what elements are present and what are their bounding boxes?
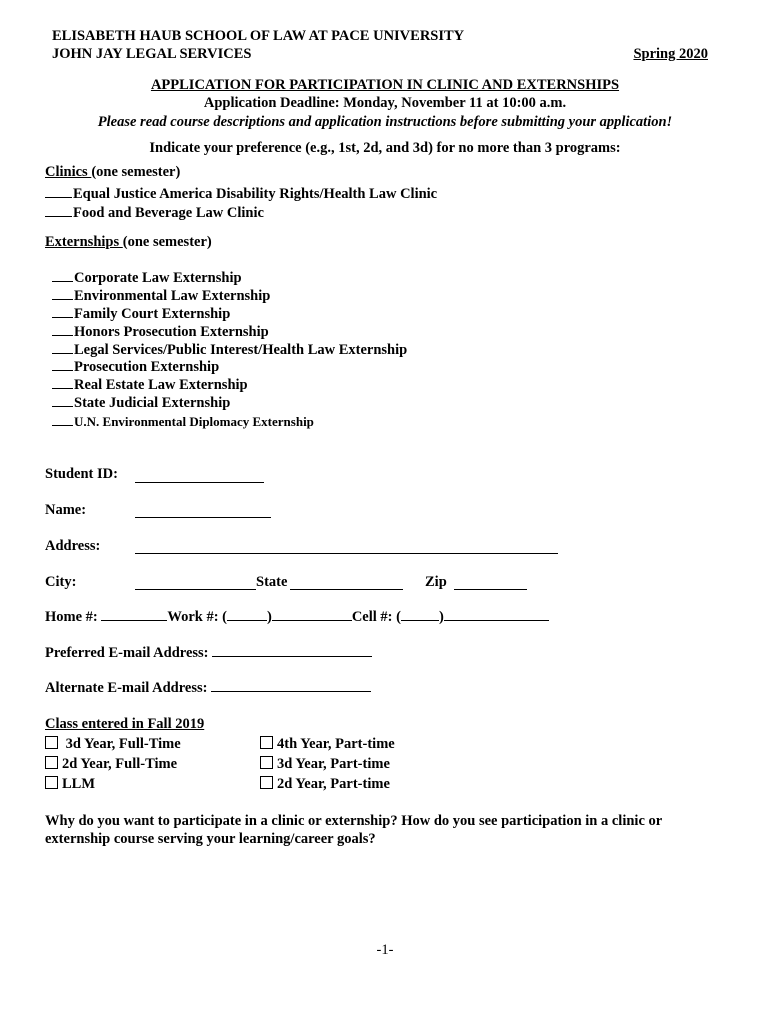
checkbox[interactable] (260, 756, 273, 769)
clinic-label: Food and Beverage Law Clinic (73, 205, 264, 221)
externship-label: Environmental Law Externship (74, 288, 271, 304)
externship-item[interactable] (52, 325, 269, 340)
zip-field[interactable] (454, 589, 527, 590)
class-option-label: 3d Year, Full-Time (62, 736, 181, 752)
rank-blank[interactable] (52, 298, 73, 300)
rank-blank[interactable] (52, 405, 73, 407)
rank-blank[interactable] (45, 215, 72, 217)
class-option[interactable] (260, 776, 390, 792)
clinic-item[interactable] (45, 187, 437, 202)
externship-label: Prosecution Externship (74, 359, 220, 375)
externship-label: Honors Prosecution Externship (74, 324, 269, 340)
externship-item[interactable] (52, 343, 407, 358)
term: Spring 2020 (633, 46, 708, 62)
alternate-email-field[interactable] (211, 690, 371, 692)
externships-heading-label: Externships (45, 234, 123, 250)
cell-phone-field[interactable] (444, 619, 549, 621)
deadline: Application Deadline: Monday, November 11 at 10:00 a.m. (203, 95, 567, 111)
work-phone-field[interactable] (272, 619, 352, 621)
form-title: APPLICATION FOR PARTICIPATION IN CLINIC AND EXTERNSHIPS (150, 77, 620, 93)
home-phone-label: Home #: (45, 609, 98, 625)
question-line-2: externship course serving your learning/career goals? (45, 831, 376, 847)
work-paren: ) (266, 609, 272, 625)
externships-note: (one semester) (122, 234, 212, 250)
externship-item[interactable] (52, 360, 219, 375)
class-option-label: 4th Year, Part-time (277, 736, 395, 752)
name-label: Name: (45, 502, 87, 518)
rank-blank[interactable] (52, 352, 73, 354)
checkbox[interactable] (45, 736, 58, 749)
home-phone-field[interactable] (101, 619, 167, 621)
clinic-item[interactable] (45, 206, 264, 221)
alternate-email-label: Alternate E-mail Address: (45, 680, 208, 696)
class-option-label: 2d Year, Full-Time (62, 756, 178, 772)
alternate-email-row (45, 681, 371, 696)
student-id-field[interactable] (135, 482, 264, 483)
class-entered-heading: Class entered in Fall 2019 (45, 716, 205, 732)
rank-blank[interactable] (52, 280, 73, 282)
externship-label: Real Estate Law Externship (74, 377, 248, 393)
class-option[interactable] (45, 776, 95, 792)
class-option-label: LLM (62, 776, 96, 792)
state-label: State (256, 574, 288, 590)
student-id-label: Student ID: (45, 466, 118, 482)
work-area-code-field[interactable] (227, 619, 267, 621)
city-label: City: (45, 574, 77, 590)
preferred-email-label: Preferred E-mail Address: (45, 645, 209, 661)
city-field[interactable] (135, 589, 256, 590)
cell-area-code-field[interactable] (401, 619, 439, 621)
zip-label: Zip (425, 574, 447, 590)
state-field[interactable] (290, 589, 403, 590)
checkbox[interactable] (260, 736, 273, 749)
externship-item[interactable] (52, 307, 230, 322)
rank-blank[interactable] (52, 316, 73, 318)
answer-area[interactable] (45, 856, 725, 926)
rank-blank[interactable] (45, 196, 72, 198)
externship-item[interactable] (52, 271, 242, 286)
checkbox[interactable] (45, 756, 58, 769)
externship-item[interactable] (52, 396, 230, 411)
clinic-label: Equal Justice America Disability Rights/Health Law Clinic (73, 186, 438, 202)
preferred-email-field[interactable] (212, 655, 372, 657)
clinics-heading-label: Clinics (45, 164, 92, 180)
instructions: Please read course descriptions and application instructions before submitting your application! (97, 114, 673, 130)
clinics-heading (45, 165, 180, 180)
externship-label: State Judicial Externship (74, 395, 231, 411)
rank-blank[interactable] (52, 334, 73, 336)
class-option-label: 2d Year, Part-time (277, 776, 390, 792)
page-number: -1- (376, 942, 394, 958)
address-field[interactable] (135, 553, 558, 554)
clinics-note: (one semester) (91, 164, 181, 180)
class-option[interactable] (45, 756, 177, 772)
rank-blank[interactable] (52, 387, 73, 389)
cell-paren: ) (438, 609, 444, 625)
checkbox[interactable] (260, 776, 273, 789)
school-name: ELISABETH HAUB SCHOOL OF LAW AT PACE UNIVERSITY (52, 28, 465, 44)
cell-phone-label: Cell #: ( (351, 609, 401, 625)
class-option[interactable] (45, 736, 181, 752)
externship-label: Corporate Law Externship (74, 270, 242, 286)
preferred-email-row (45, 646, 372, 661)
preference-instruction: Indicate your preference (e.g., 1st, 2d, and 3d) for no more than 3 programs: (149, 140, 621, 156)
address-label: Address: (45, 538, 101, 554)
work-phone-label: Work #: ( (167, 609, 227, 625)
checkbox[interactable] (45, 776, 58, 789)
externship-label: Family Court Externship (74, 306, 231, 322)
externship-item[interactable] (52, 415, 314, 428)
question-line-1: Why do you want to participate in a clinic or externship? How do you see participation in a clinic or (45, 813, 663, 829)
rank-blank[interactable] (52, 369, 73, 371)
class-option[interactable] (260, 756, 390, 772)
class-option-label: 3d Year, Part-time (277, 756, 390, 772)
externship-item[interactable] (52, 289, 270, 304)
name-field[interactable] (135, 517, 271, 518)
externship-item[interactable] (52, 378, 248, 393)
services-name: JOHN JAY LEGAL SERVICES (52, 46, 252, 62)
externship-label: Legal Services/Public Interest/Health Law Externship (74, 342, 408, 358)
externships-heading (45, 235, 212, 250)
phones-row (45, 610, 549, 625)
externship-label: U.N. Environmental Diplomacy Externship (74, 414, 314, 429)
rank-blank[interactable] (52, 424, 73, 426)
class-option[interactable] (260, 736, 395, 752)
